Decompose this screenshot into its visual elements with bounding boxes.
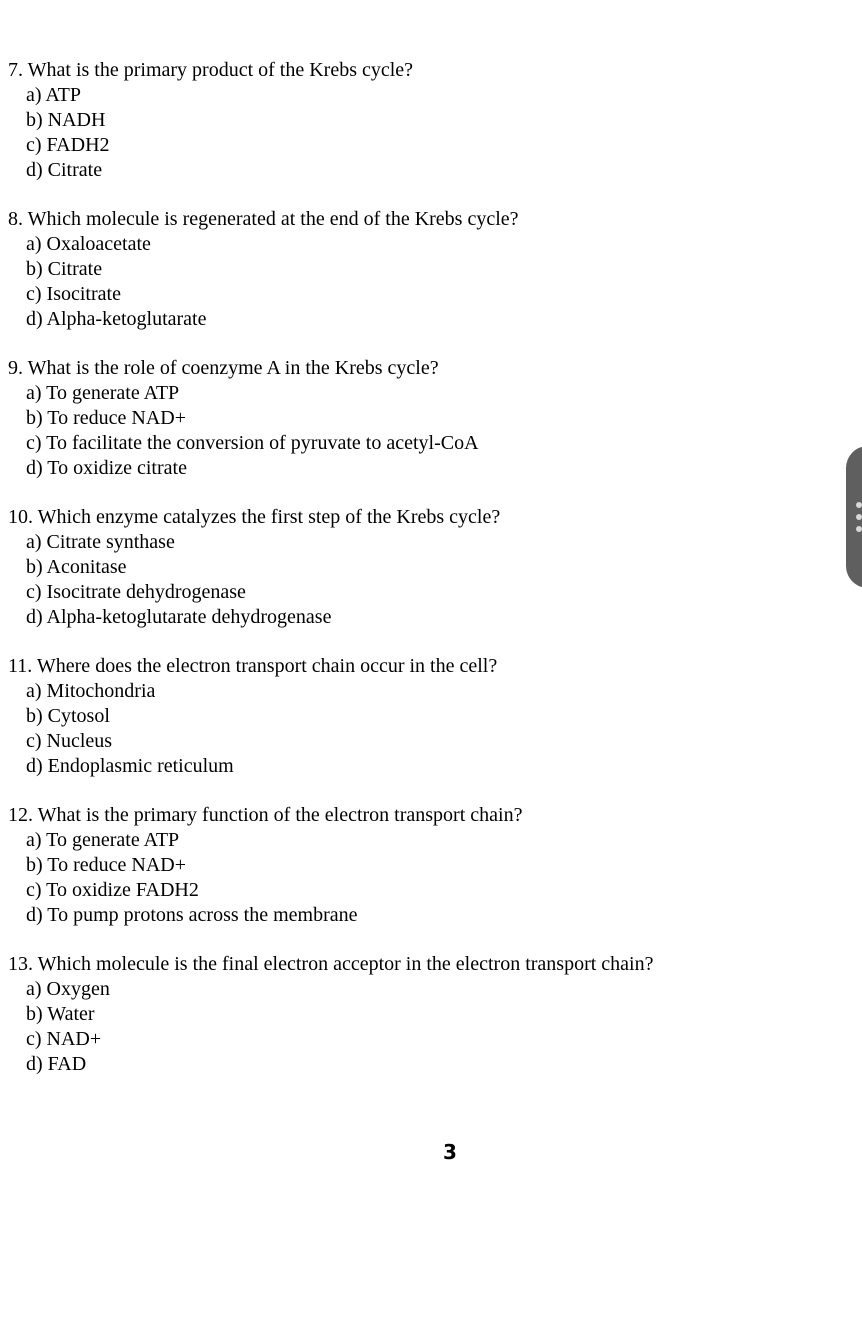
option-c: c) NAD+	[26, 1028, 102, 1050]
option-b: b) To reduce NAD+	[26, 854, 187, 876]
page-number: 3	[443, 1140, 457, 1164]
question-list	[8, 58, 858, 1101]
option-c: c) Isocitrate	[26, 283, 121, 305]
option-a: a) ATP	[26, 84, 81, 106]
question-7	[8, 58, 858, 183]
option-a: a) Mitochondria	[26, 680, 156, 702]
option-d: d) To oxidize citrate	[26, 457, 187, 479]
option-b: b) Water	[26, 1003, 95, 1025]
option-d: d) Citrate	[26, 159, 103, 181]
handle-dot-icon	[856, 502, 862, 508]
option-list	[8, 232, 858, 332]
question-text: 8. Which molecule is regenerated at the end of the Krebs cycle?	[8, 208, 519, 230]
handle-dot-icon	[856, 526, 862, 532]
option-list	[8, 679, 858, 779]
option-c: c) To oxidize FADH2	[26, 879, 199, 901]
question-text: 13. Which molecule is the final electron acceptor in the electron transport chain?	[8, 953, 654, 975]
option-d: d) FAD	[26, 1053, 87, 1075]
question-text: 7. What is the primary product of the Krebs cycle?	[8, 59, 414, 81]
option-d: d) To pump protons across the membrane	[26, 904, 358, 926]
option-list	[8, 83, 858, 183]
question-11	[8, 654, 858, 779]
option-list	[8, 530, 858, 630]
question-13	[8, 952, 858, 1077]
question-text: 9. What is the role of coenzyme A in the Krebs cycle?	[8, 357, 439, 379]
option-b: b) To reduce NAD+	[26, 407, 187, 429]
option-a: a) To generate ATP	[26, 829, 180, 851]
question-9	[8, 356, 858, 481]
question-8	[8, 207, 858, 332]
option-d: d) Endoplasmic reticulum	[26, 755, 234, 777]
option-d: d) Alpha-ketoglutarate dehydrogenase	[26, 606, 332, 628]
option-c: c) FADH2	[26, 134, 110, 156]
option-b: b) Citrate	[26, 258, 103, 280]
option-b: b) Cytosol	[26, 705, 110, 727]
side-panel-tab[interactable]	[846, 446, 862, 588]
option-c: c) Isocitrate dehydrogenase	[26, 581, 246, 603]
option-a: a) Oxaloacetate	[26, 233, 151, 255]
question-text: 12. What is the primary function of the electron transport chain?	[8, 804, 523, 826]
question-12	[8, 803, 858, 928]
option-c: c) Nucleus	[26, 730, 113, 752]
question-10	[8, 505, 858, 630]
question-text: 10. Which enzyme catalyzes the first step of the Krebs cycle?	[8, 506, 501, 528]
option-b: b) Aconitase	[26, 556, 127, 578]
option-b: b) NADH	[26, 109, 106, 131]
option-c: c) To facilitate the conversion of pyruvate to acetyl-CoA	[26, 432, 479, 454]
handle-dot-icon	[856, 514, 862, 520]
option-list	[8, 977, 858, 1077]
question-text: 11. Where does the electron transport chain occur in the cell?	[8, 655, 498, 677]
option-a: a) Citrate synthase	[26, 531, 175, 553]
option-list	[8, 381, 858, 481]
option-d: d) Alpha-ketoglutarate	[26, 308, 207, 330]
option-list	[8, 828, 858, 928]
option-a: a) To generate ATP	[26, 382, 180, 404]
option-a: a) Oxygen	[26, 978, 110, 1000]
